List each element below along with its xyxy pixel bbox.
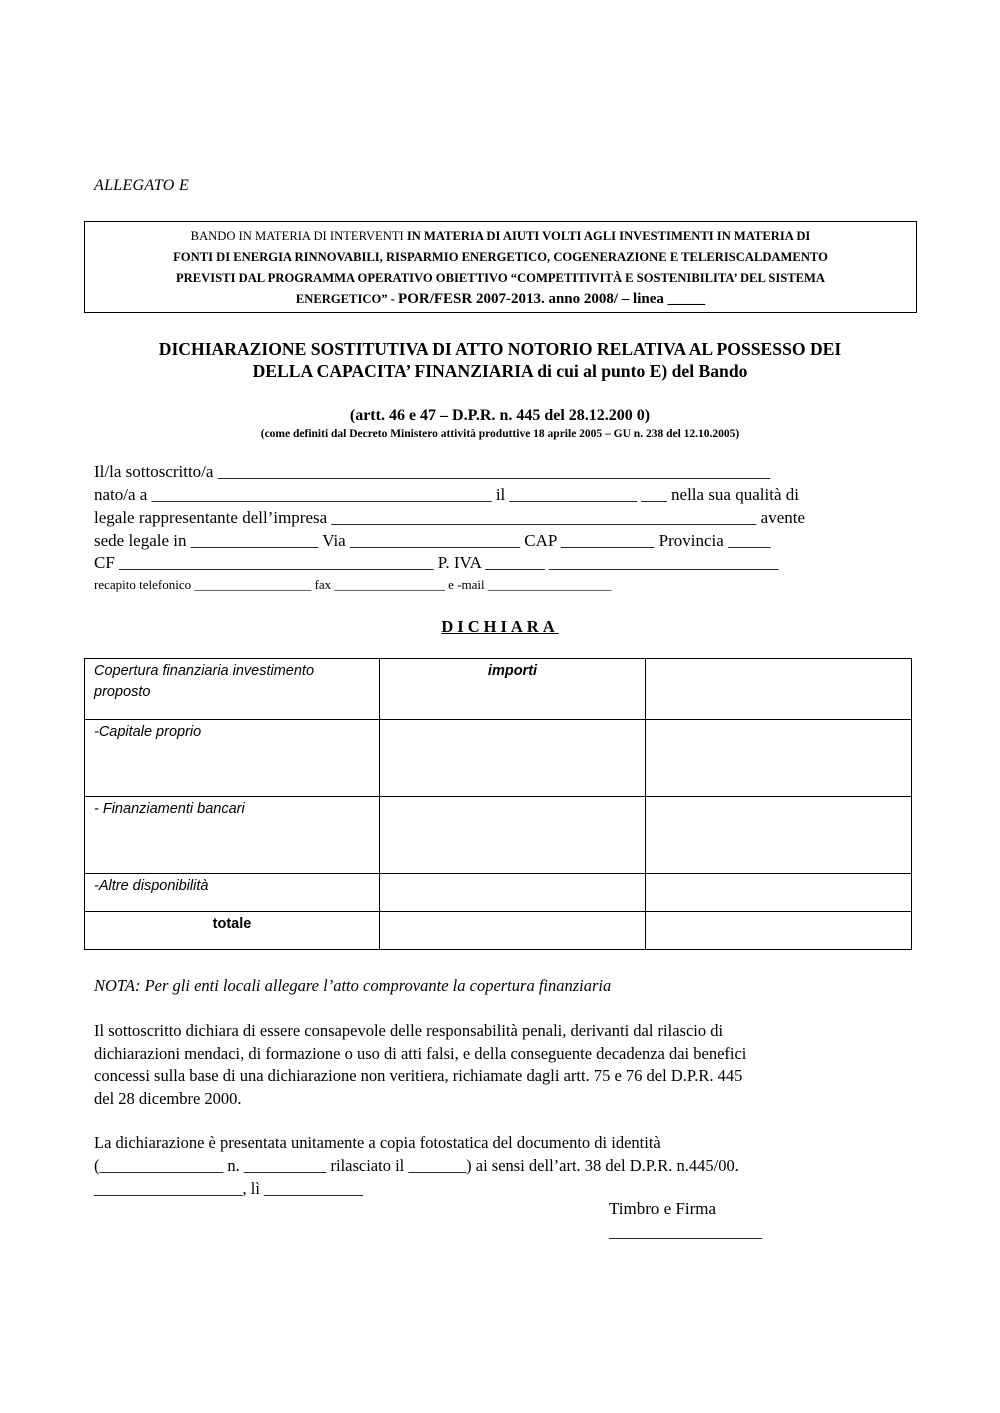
cell-extra-capitale[interactable] bbox=[646, 720, 912, 797]
bando-box bbox=[84, 221, 917, 313]
document-title-line-1: DICHIARAZIONE SOSTITUTIVA DI ATTO NOTORIO RELATIVA AL POSSESSO DEI bbox=[158, 339, 842, 359]
financial-coverage-table bbox=[84, 658, 912, 950]
bando-line-1: BANDO IN MATERIA DI INTERVENTI IN MATERIA DI AIUTI VOLTI AGLI INVESTIMENTI IN MATERIA DI bbox=[190, 229, 811, 243]
table-header-row bbox=[85, 659, 912, 720]
timbro-e-firma-label: Timbro e Firma bbox=[609, 1199, 717, 1218]
allegato-label: ALLEGATO E bbox=[94, 177, 190, 194]
cell-extra-finanziamenti[interactable] bbox=[646, 797, 912, 874]
row-label-capitale: -Capitale proprio bbox=[85, 720, 380, 797]
header-empty bbox=[646, 659, 912, 720]
header-importi: importi bbox=[380, 659, 646, 720]
cell-extra-altre[interactable] bbox=[646, 874, 912, 912]
table-row bbox=[85, 720, 912, 797]
row-label-finanziamenti: - Finanziamenti bancari bbox=[85, 797, 380, 874]
field-cf-piva[interactable]: CF _____________________________________ P. IVA _______ ___________________________ bbox=[94, 553, 779, 572]
field-legale-rappresentante[interactable]: legale rappresentante dell’impresa __________________________________________________ avente bbox=[94, 508, 806, 527]
bando-line-2: FONTI DI ENERGIA RINNOVABILI, RISPARMIO ENERGETICO, COGENERAZIONE E TELERISCALDAMENTO bbox=[173, 250, 828, 264]
field-contacts[interactable]: recapito telefonico __________________ fax _________________ e -mail ___________________ bbox=[94, 577, 612, 592]
signature-line[interactable]: __________________ bbox=[609, 1222, 762, 1241]
nota: NOTA: Per gli enti locali allegare l’atto comprovante la copertura finanziaria bbox=[94, 976, 612, 995]
document-title-line-2: DELLA CAPACITA’ FINANZIARIA di cui al punto E) del Bando bbox=[252, 361, 748, 381]
bando-line-4: ENERGETICO” - POR/FESR 2007-2013. anno 2008/ – linea _____ bbox=[295, 291, 706, 307]
cell-importo-totale[interactable] bbox=[380, 912, 646, 950]
table-row bbox=[85, 874, 912, 912]
field-sede-legale[interactable]: sede legale in _______________ Via ____________________ CAP ___________ Provincia _____ bbox=[94, 531, 771, 550]
row-label-altre: -Altre disponibilità bbox=[85, 874, 380, 912]
cell-importo-altre[interactable] bbox=[380, 874, 646, 912]
row-label-totale: totale bbox=[85, 912, 380, 950]
dichiara-heading: DICHIARA bbox=[441, 617, 559, 636]
bando-line-3: PREVISTI DAL PROGRAMMA OPERATIVO OBIETTIVO “COMPETITIVITÀ E SOSTENIBILITA’ DEL SISTEMA bbox=[175, 271, 826, 285]
identity-paragraph: La dichiarazione è presentata unitamente a copia fotostatica del documento di identità (_______________ n. __________ rilasciato il _______) ai sensi dell’art. 38 del D.P.R. n.445/00. bbox=[94, 1132, 914, 1177]
field-nato-a[interactable]: nato/a a ________________________________________ il _______________ ___ nella sua qualità di bbox=[94, 485, 799, 504]
header-copertura: Copertura finanziaria investimento proposto bbox=[85, 659, 380, 720]
cell-importo-finanziamenti[interactable] bbox=[380, 797, 646, 874]
identity-document-fields[interactable]: (_______________ n. __________ rilasciato il _______) ai sensi dell’art. 38 del D.P.R. n.445/00. bbox=[94, 1155, 739, 1175]
place-date-field[interactable]: __________________, lì ____________ bbox=[94, 1179, 364, 1198]
legal-reference-sub: (come definiti dal Decreto Ministero attività produttive 18 aprile 2005 – GU n. 238 del 12.10.2005) bbox=[260, 428, 740, 440]
declaration-paragraph: Il sottoscritto dichiara di essere consapevole delle responsabilità penali, derivanti dal rilascio di dichiarazioni mendaci, di formazione o uso di atti falsi, e della conseguente decadenza dai benefici concessi sulla base di una dichiarazione non veritiera, richiamate dagli artt. 75 e 76 del D.P.R. 445 del 28 dicembre 2000. bbox=[94, 1021, 747, 1108]
legal-reference: (artt. 46 e 47 – D.P.R. n. 445 del 28.12.200 0) bbox=[349, 407, 651, 424]
cell-importo-capitale[interactable] bbox=[380, 720, 646, 797]
cell-extra-totale[interactable] bbox=[646, 912, 912, 950]
field-sottoscritto[interactable]: Il/la sottoscritto/a _________________________________________________________________ bbox=[94, 462, 771, 481]
table-row bbox=[85, 797, 912, 874]
table-row bbox=[85, 912, 912, 950]
